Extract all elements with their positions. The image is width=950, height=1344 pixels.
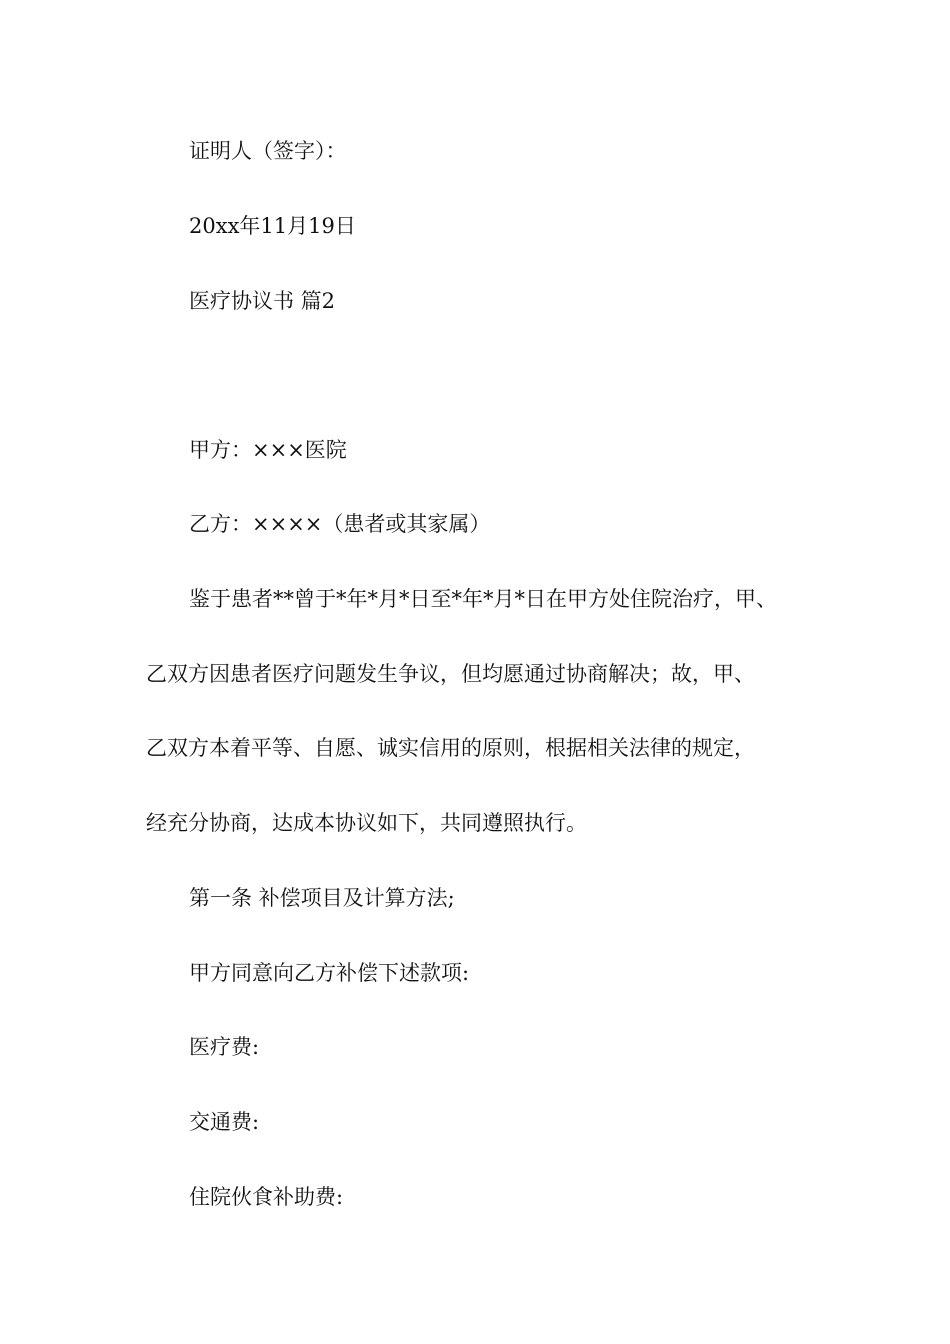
- preamble-line-4: 经充分协商，达成本协议如下，共同遵照执行。: [146, 811, 587, 835]
- witness-signature-line: 证明人（签字）：: [189, 139, 347, 163]
- preamble-line-1: 鉴于患者**曾于*年*月*日至*年*月*日在甲方处住院治疗，甲、: [189, 587, 777, 611]
- preamble-line-2: 乙双方因患者医疗问题发生争议，但均愿通过协商解决；故，甲、: [146, 662, 755, 686]
- party-b-line: 乙方：××××（患者或其家属）: [189, 512, 491, 536]
- meal-subsidy-item: 住院伙食补助费:: [189, 1185, 344, 1209]
- transport-fee-item: 交通费:: [189, 1110, 260, 1134]
- date-line: 20xx年11月19日: [189, 214, 356, 238]
- section-title: 医疗协议书 篇2: [189, 289, 336, 313]
- medical-fee-item: 医疗费:: [189, 1035, 260, 1059]
- party-a-line: 甲方：×××医院: [189, 438, 347, 462]
- compensation-intro: 甲方同意向乙方补偿下述款项:: [189, 961, 470, 985]
- preamble-line-3: 乙双方本着平等、自愿、诚实信用的原则，根据相关法律的规定，: [146, 736, 755, 760]
- article-one-heading: 第一条 补偿项目及计算方法;: [189, 886, 455, 910]
